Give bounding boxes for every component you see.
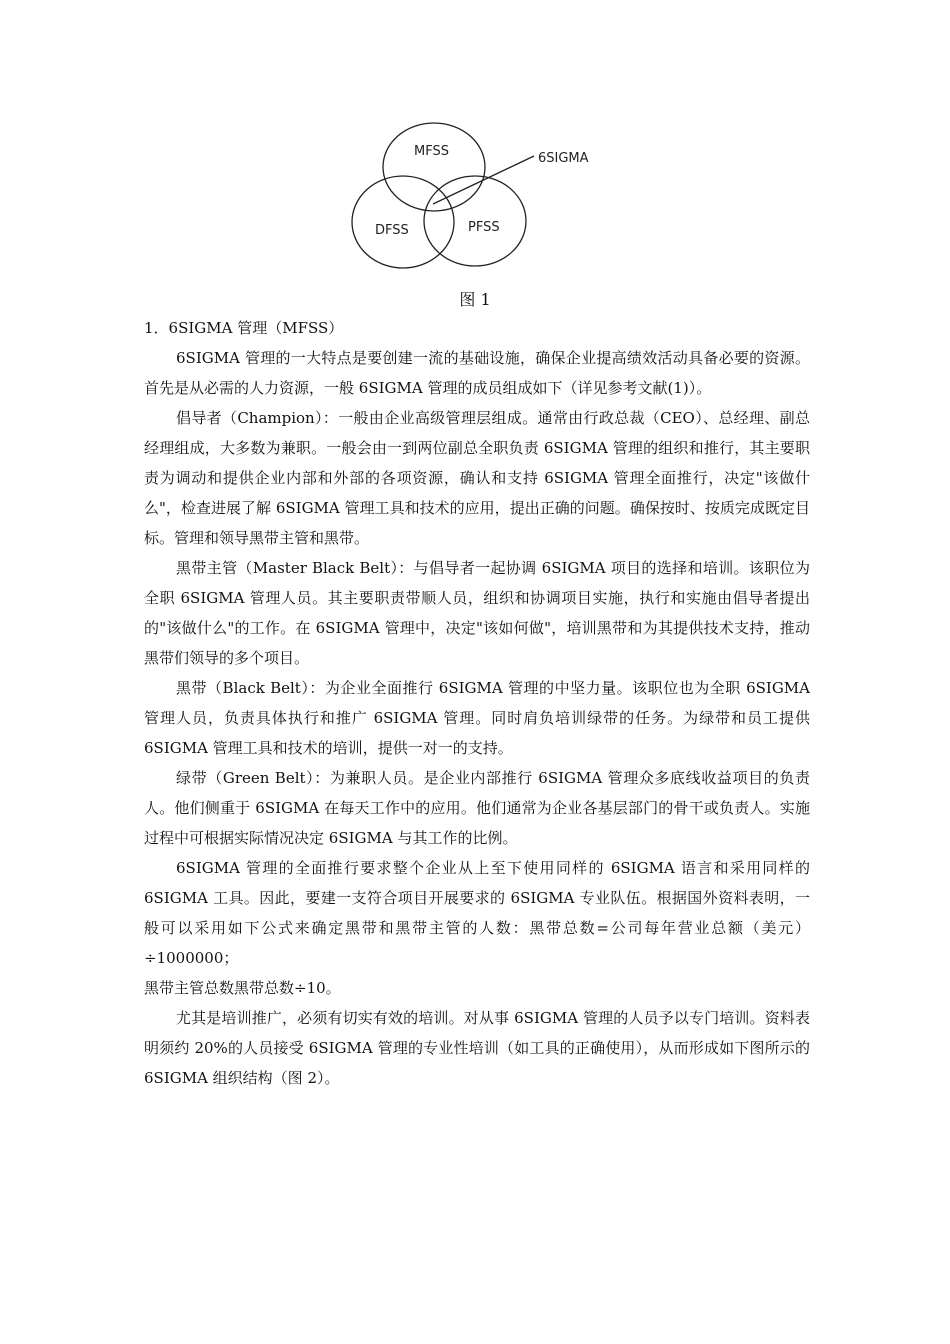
dfss-label: DFSS xyxy=(375,223,409,238)
paragraph: 黑带主管（Master Black Belt）：与倡导者一起协调 6SIGMA 项目的选择和培训。该职位为全职 6SIGMA 管理人员。其主要职责带顺人员，组织和协调项目实施，执行和实施由倡导者提出的"该做什么"的工作。在 6SIGMA 管理中，决定"该如何做"，培训黑带和为其提供技术支持，推动黑带们领导的多个项目。 xyxy=(144,559,810,667)
paragraph: 绿带（Green Belt）：为兼职人员。是企业内部推行 6SIGMA 管理众多底线收益项目的负责人。他们侧重于 6SIGMA 在每天工作中的应用。他们通常为企业各基层部门的骨干或负责人。实施过程中可根据实际情况决定 6SIGMA 与其工作的比例。 xyxy=(144,769,810,847)
figure-caption: 图 1 xyxy=(459,290,491,309)
paragraph: 6SIGMA 管理的一大特点是要创建一流的基础设施，确保企业提高绩效活动具备必要的资源。首先是从必需的人力资源，一般 6SIGMA 管理的成员组成如下（详见参考文献(1)）。 xyxy=(144,349,810,397)
paragraph: 尤其是培训推广，必须有切实有效的培训。对从事 6SIGMA 管理的人员予以专门培训。资料表明须约 20%的人员接受 6SIGMA 管理的专业性培训（如工具的正确使用），从而形成如下图所示的 6SIGMA 组织结构（图 2）。 xyxy=(144,1009,810,1087)
pfss-label: PFSS xyxy=(468,220,500,235)
paragraph: 黑带主管总数黑带总数÷10。 xyxy=(144,979,341,997)
sigma-label: 6SIGMA xyxy=(538,151,589,166)
mfss-circle xyxy=(383,123,485,211)
paragraph: 倡导者（Champion）：一般由企业高级管理层组成。通常由行政总裁（CEO）、总经理、副总经理组成，大多数为兼职。一般会由一到两位副总全职负责 6SIGMA 管理的组织和推行，其主要职责为调动和提供企业内部和外部的各项资源，确认和支持 6SIGMA 管理全面推行，决定"该做什么"，检查进展了解 6SIGMA 管理工具和技术的应用，提出正确的问题。确保按时、按质完成既定目标。管理和领导黑带主管和黑带。 xyxy=(144,409,810,547)
venn-diagram xyxy=(330,100,630,280)
paragraph: 6SIGMA 管理的全面推行要求整个企业从上至下使用同样的 6SIGMA 语言和采用同样的 6SIGMA 工具。因此，要建一支符合项目开展要求的 6SIGMA 专业队伍。根据国外资料表明，一般可以采用如下公式来确定黑带和黑带主管的人数：黑带总数=公司每年营业总额（美元）÷1000000； xyxy=(144,859,810,967)
mfss-label: MFSS xyxy=(414,144,449,159)
document-body xyxy=(144,313,810,1093)
section-heading: 1．6SIGMA 管理（MFSS） xyxy=(144,319,344,337)
paragraph: 黑带（Black Belt）：为企业全面推行 6SIGMA 管理的中坚力量。该职位也为全职 6SIGMA 管理人员，负责具体执行和推广 6SIGMA 管理。同时肩负培训绿带的任务。为绿带和员工提供 6SIGMA 管理工具和技术的培训，提供一对一的支持。 xyxy=(144,679,810,757)
